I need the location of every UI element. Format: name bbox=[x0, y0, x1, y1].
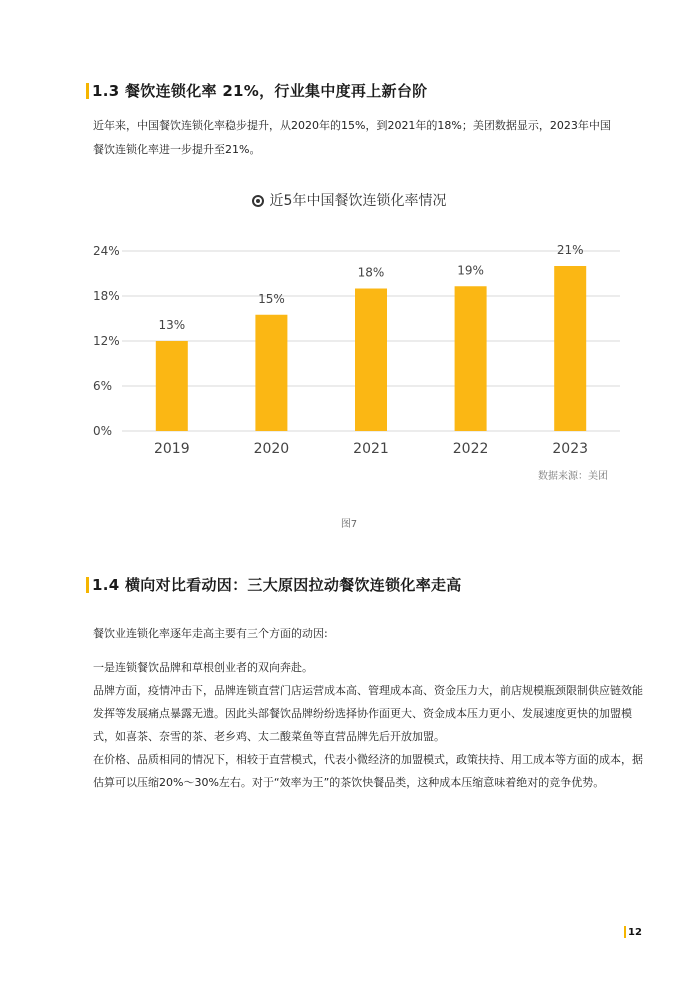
x-tick-label: 2021 bbox=[353, 441, 389, 457]
page-number-text: 12 bbox=[628, 926, 642, 938]
x-tick-label: 2023 bbox=[552, 441, 589, 457]
chart-bars bbox=[156, 266, 586, 431]
chart-title-text: 近5年中国餐饮连锁化率情况 bbox=[269, 193, 447, 209]
y-tick-label: 18% bbox=[93, 289, 120, 303]
cost-paragraph: 在价格、品质相同的情况下，相较于直营模式，代表小微经济的加盟模式，政策扶持、用工成本等方面的成本，据估算可以压缩20%～30%左右。对于“效率为王”的茶饮快餐品类，这种成本压缩意味着绝对的竞争优势。 bbox=[93, 753, 643, 789]
data-label: 18% bbox=[357, 265, 385, 280]
bar-2023 bbox=[554, 266, 586, 431]
bar-2020 bbox=[255, 315, 287, 431]
x-tick-label: 2020 bbox=[253, 441, 290, 457]
driver-point-1: 一是连锁餐饮品牌和草根创业者的双向奔赴。 bbox=[93, 661, 313, 674]
page-number-accent bbox=[624, 926, 626, 938]
data-label: 13% bbox=[158, 318, 186, 332]
bar-chart bbox=[0, 0, 698, 480]
y-tick-label: 6% bbox=[93, 379, 113, 393]
heading-accent-bar bbox=[86, 577, 89, 593]
data-label: 21% bbox=[556, 243, 584, 257]
drivers-intro: 餐饮业连锁化率逐年走高主要有三个方面的动因: bbox=[93, 627, 328, 640]
section-title: 1.4 横向对比看动因：三大原因拉动餐饮连锁化率走高 bbox=[92, 576, 462, 594]
bar-2022 bbox=[455, 286, 487, 431]
x-tick-label: 2019 bbox=[153, 441, 190, 457]
page-number bbox=[624, 926, 642, 938]
data-label: 19% bbox=[457, 263, 484, 278]
intro-paragraph: 近年来，中国餐饮连锁化率稳步提升，从2020年的15%，到2021年的18%；美团数据显示，2023年中国餐饮连锁化率进一步提升至21%。 bbox=[93, 119, 611, 156]
y-tick-label: 12% bbox=[93, 334, 120, 348]
x-tick-label: 2022 bbox=[452, 441, 489, 457]
section-title: 1.3 餐饮连锁化率 21%，行业集中度再上新台阶 bbox=[92, 82, 428, 100]
y-tick-label: 0% bbox=[93, 424, 113, 438]
data-label: 15% bbox=[258, 291, 285, 306]
y-tick-label: 24% bbox=[93, 244, 120, 258]
section-heading-1-4 bbox=[86, 574, 462, 595]
data-source: 数据来源：美团 bbox=[538, 471, 608, 482]
figure-caption: 图7 bbox=[340, 519, 358, 530]
bar-2021 bbox=[355, 289, 387, 432]
bar-2019 bbox=[156, 341, 188, 431]
brand-paragraph: 品牌方面，疫情冲击下，品牌连锁直营门店运营成本高、管理成本高、资金压力大，前店规模瓶颈限制供应链效能发挥等发展痛点暴露无遗。因此头部餐饮品牌纷纷选择协作面更大、资金成本压力更小、发展速度更快的加盟模式，如喜茶、奈雪的茶、老乡鸡、太二酸菜鱼等直营品牌先后开放加盟。 bbox=[93, 684, 643, 743]
